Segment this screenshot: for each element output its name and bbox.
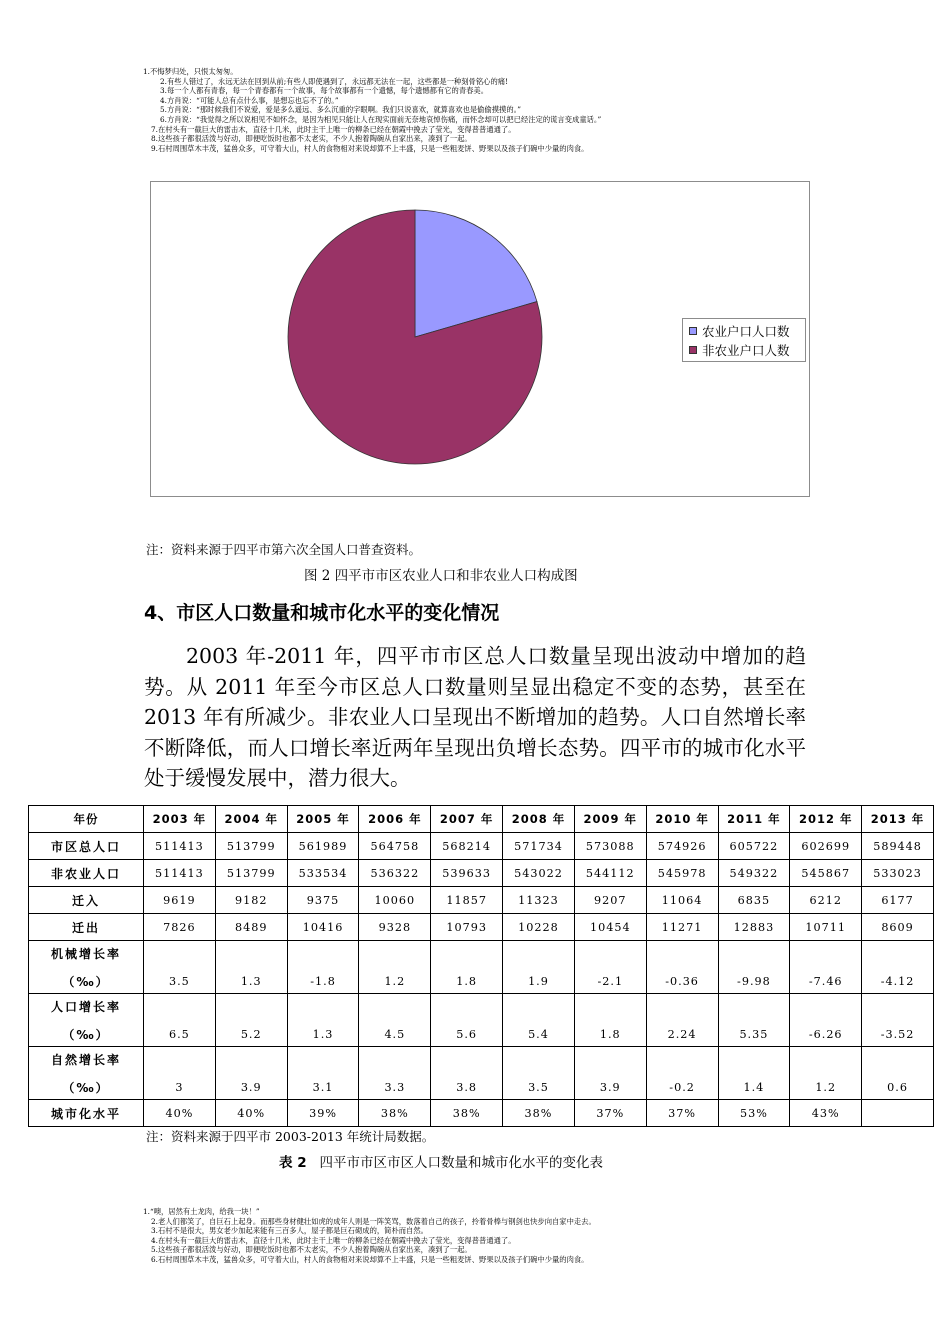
table-cell: 5.35 [718,994,790,1047]
table-cell: -3.52 [862,994,934,1047]
table-cell: 38% [359,1100,431,1127]
row-label: 城市化水平 [29,1100,144,1127]
table-cell: 533023 [862,860,934,887]
row-label: 迁入 [29,887,144,914]
table-cell: 5.6 [431,994,503,1047]
table-cell: 511413 [144,860,216,887]
table-cell: 9207 [574,887,646,914]
row-label [29,994,144,1047]
table-row [29,914,934,941]
table-row [29,994,934,1047]
table-cell: 8489 [215,914,287,941]
bottom-notes [143,1207,596,1265]
table-cell: 1.8 [431,941,503,994]
table-cell: 1.3 [287,994,359,1047]
table-cell: 10060 [359,887,431,914]
table-cell: 3.9 [215,1047,287,1100]
header-year: 2012 年 [790,806,862,833]
table-cell: -2.1 [574,941,646,994]
table-cell: 573088 [574,833,646,860]
table-cell: 5.2 [215,994,287,1047]
table-caption [279,1151,603,1171]
top-note-3: 3.每一个人都有青春，每一个青春都有一个故事，每个故事都有一个遗憾，每个遗憾都有它的青春美。 [160,86,489,96]
table-cell: 11857 [431,887,503,914]
table-cell: 10416 [287,914,359,941]
bottom-note-6: 6.石村周围草木丰茂，猛兽众多，可守着大山，村人的食物相对来说却算不上丰盛，只是一些粗麦饼、野果以及孩子们碗中少量的肉食。 [151,1254,589,1264]
table-cell: 10793 [431,914,503,941]
bottom-note-2: 2.老人们都笑了，自巨石上起身。而那些身材健壮如虎的成年人则是一阵笑骂，数落着自己的孩子，拎着骨棒与钢剑也快步向自家中走去。 [151,1216,596,1226]
section-heading: 4、市区人口数量和城市化水平的变化情况 [144,602,500,624]
table-cell: 3.1 [287,1047,359,1100]
table-cell: 6835 [718,887,790,914]
row-label [29,1047,144,1100]
table-source-note: 注：资料来源于四平市 2003-2013 年统计局数据。 [146,1129,435,1144]
table-cell: -9.98 [718,941,790,994]
row-label: 非农业人口 [29,860,144,887]
table-row [29,833,934,860]
table-cell: 12883 [718,914,790,941]
table-cell: -0.36 [646,941,718,994]
table-cell: 511413 [144,833,216,860]
header-year: 2011 年 [718,806,790,833]
table-cell: 571734 [503,833,575,860]
table-cell: 1.9 [503,941,575,994]
legend-swatch-non-agricultural [689,346,697,354]
header-year: 2007 年 [431,806,503,833]
table-cell: 3.5 [144,941,216,994]
table-cell: -6.26 [790,994,862,1047]
table-cell: -4.12 [862,941,934,994]
top-note-1: 1.不悔梦归处，只恨太匆匆。 [143,67,238,76]
table-cell: 3.9 [574,1047,646,1100]
pie-chart-frame [150,181,810,497]
top-note-4: 4.方肖说：“可能人总有点什么事，是想忘也忘不了的。” [160,95,339,105]
table-caption-text: 四平市市区市区人口数量和城市化水平的变化表 [306,1155,603,1171]
table-cell: 7826 [144,914,216,941]
chart-legend [682,318,806,362]
legend-item-non-agricultural [689,342,790,358]
top-note-2: 2.有些人错过了，永远无法在回到从前;有些人即使遇到了，永远都无法在一起，这些都是一种刻骨铭心的痛! [160,76,509,86]
table-cell: 513799 [215,833,287,860]
table-cell: 1.2 [359,941,431,994]
table-row [29,887,934,914]
table-cell: 38% [431,1100,503,1127]
table-cell: 6.5 [144,994,216,1047]
table-cell [862,1100,934,1127]
pie-slices [288,210,542,464]
table-cell: 2.24 [646,994,718,1047]
table-cell: 605722 [718,833,790,860]
table-cell: 11271 [646,914,718,941]
table-cell: 6177 [862,887,934,914]
table-cell: 8609 [862,914,934,941]
table-row [29,1100,934,1127]
top-note-5: 5.方肖说：“那时候我们不说爱，爱是多么遥远、多么沉重的字眼啊。我们只说喜欢，就算喜欢也是偷偷摸摸的。” [160,105,522,115]
table-cell: -0.2 [646,1047,718,1100]
top-note-6: 6.方肖说：“我觉得之所以说相见不如怀念，是因为相见只能让人在现实面前无奈地哀悼伤痛，而怀念却可以把已经注定的谎言变成童话。” [160,114,602,124]
table-cell: 39% [287,1100,359,1127]
row-label-top: 人口增长率 [50,1000,121,1014]
table-cell: 6212 [790,887,862,914]
legend-swatch-agricultural [689,327,697,335]
header-year-label: 年份 [29,806,144,833]
row-label: 迁出 [29,914,144,941]
table-cell: 568214 [431,833,503,860]
table-cell: 533534 [287,860,359,887]
bottom-note-5: 5.这些孩子都很活泼与好动，即便吃饭时也都不太老实，不少人抱着陶碗从自家出来，凑到了一起。 [151,1245,472,1255]
header-year: 2008 年 [503,806,575,833]
table-cell: 53% [718,1100,790,1127]
table-cell: 3.3 [359,1047,431,1100]
row-label: 市区总人口 [29,833,144,860]
table-cell: 4.5 [359,994,431,1047]
table-cell: 37% [574,1100,646,1127]
table-cell: 40% [144,1100,216,1127]
table-cell: 1.4 [718,1047,790,1100]
figure-source-note: 注：资料来源于四平市第六次全国人口普查资料。 [146,542,422,557]
table-cell: 9375 [287,887,359,914]
row-label-unit: （‰） [62,1028,110,1042]
header-year: 2003 年 [144,806,216,833]
legend-label-non-agricultural: 非农业户口人数 [702,343,790,358]
table-cell: 574926 [646,833,718,860]
table-cell: 544112 [574,860,646,887]
table-header-row [29,806,934,833]
header-year: 2013 年 [862,806,934,833]
row-label [29,941,144,994]
table-row [29,860,934,887]
table-row [29,941,934,994]
table-cell: 539633 [431,860,503,887]
body-paragraph [144,641,806,794]
legend-item-agricultural [689,323,790,339]
row-label-unit: （‰） [62,1081,110,1095]
body-paragraph-text: 2003 年-2011 年，四平市市区总人口数量呈现出波动中增加的趋势。从 2011 年至今市区总人口数量则呈显出稳定不变的态势，甚至在 2013 年有所减少。非农业人口呈现出不断增加的趋势。人口自然增长率不断降低，而人口增长率近两年呈现出负增长态势。四平市的城市化水平处于缓慢发展中，潜力很大。 [144,644,806,790]
table-cell: 43% [790,1100,862,1127]
table-cell: 3.8 [431,1047,503,1100]
header-year: 2004 年 [215,806,287,833]
table-cell: 10228 [503,914,575,941]
table-cell: 1.8 [574,994,646,1047]
table-cell: 37% [646,1100,718,1127]
top-note-8: 8.这些孩子都很活泼与好动，即便吃饭时也都不太老实，不少人抱着陶碗从自家出来，凑到了一起。 [151,134,472,144]
table-cell: 564758 [359,833,431,860]
table-cell: 513799 [215,860,287,887]
population-table [28,805,934,1127]
table-cell: 9619 [144,887,216,914]
table-cell: 3.5 [503,1047,575,1100]
row-label-top: 机械增长率 [50,947,121,961]
table-cell: 536322 [359,860,431,887]
figure-caption: 图 2 四平市市区农业人口和非农业人口构成图 [304,568,578,584]
table-cell: 10454 [574,914,646,941]
table-cell: 545867 [790,860,862,887]
bottom-note-3: 3.石村不是很大，男女老少加起来能有三百多人，屋子都是巨石砌成的，简朴而自然。 [151,1226,428,1236]
table-cell: 1.2 [790,1047,862,1100]
table-cell: 38% [503,1100,575,1127]
table-cell: 9182 [215,887,287,914]
bottom-note-1: 1.“噢，居然有土龙肉，给我一块！” [143,1207,260,1216]
table-cell: 11323 [503,887,575,914]
header-year: 2005 年 [287,806,359,833]
table-cell: 0.6 [862,1047,934,1100]
table-cell: -7.46 [790,941,862,994]
header-year: 2010 年 [646,806,718,833]
table-cell: 543022 [503,860,575,887]
table-cell: 589448 [862,833,934,860]
top-note-9: 9.石村周围草木丰茂，猛兽众多，可守着大山，村人的食物相对来说却算不上丰盛，只是一些粗麦饼、野果以及孩子们碗中少量的肉食。 [151,143,589,153]
table-cell: 3 [144,1047,216,1100]
bottom-note-4: 4.在村头有一截巨大的雷击木，直径十几米，此时主干上唯一的柳条已经在朝霞中挽去了莹光，变得普普通通了。 [151,1235,516,1245]
table-cell: 10711 [790,914,862,941]
table-cell: 561989 [287,833,359,860]
header-year: 2009 年 [574,806,646,833]
table-cell: 9328 [359,914,431,941]
table-cell: 602699 [790,833,862,860]
top-note-7: 7.在村头有一截巨大的雷击木，直径十几米，此时主干上唯一的柳条已经在朝霞中挽去了莹光，变得普普通通了。 [151,124,516,134]
table-cell: 40% [215,1100,287,1127]
legend-label-agricultural: 农业户口人口数 [702,324,790,339]
table-cell: 549322 [718,860,790,887]
header-year: 2006 年 [359,806,431,833]
table-cell: -1.8 [287,941,359,994]
table-caption-label: 表 2 [279,1155,307,1171]
row-label-top: 自然增长率 [50,1053,121,1067]
table-cell: 1.3 [215,941,287,994]
top-notes [143,67,601,153]
table-cell: 11064 [646,887,718,914]
row-label-unit: （‰） [62,975,110,989]
table-row [29,1047,934,1100]
table-cell: 545978 [646,860,718,887]
table-cell: 5.4 [503,994,575,1047]
